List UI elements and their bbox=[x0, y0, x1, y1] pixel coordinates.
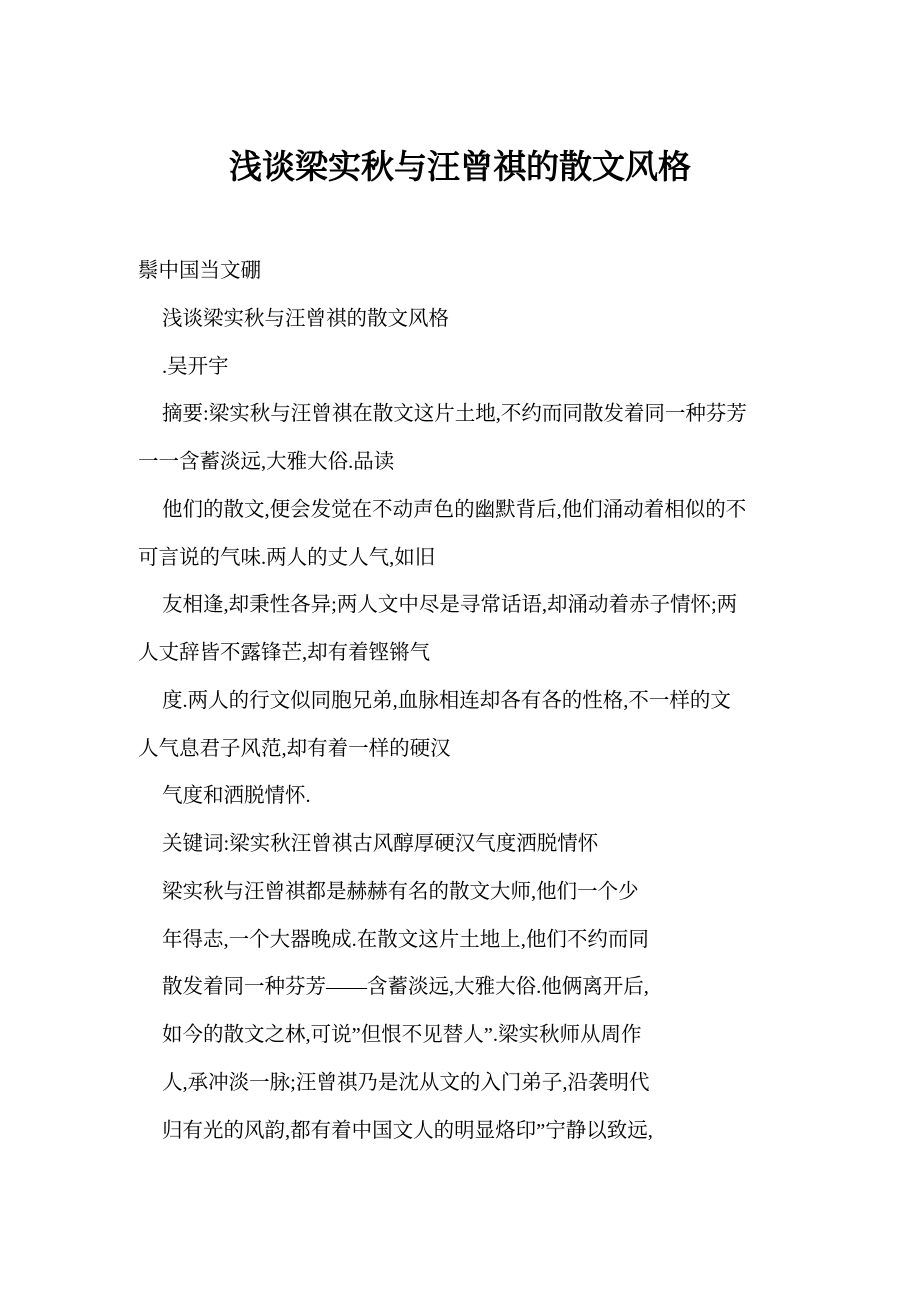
text-line: 度.两人的行文似同胞兄弟,血脉相连却各有各的性格,不一样的文 bbox=[162, 689, 731, 712]
text-line: 人,承冲淡一脉;汪曾祺乃是沈从文的入门弟子,沿袭明代 bbox=[162, 1071, 650, 1094]
text-line: 摘要:梁实秋与汪曾祺在散文这片土地,不约而同散发着同一种芬芳 bbox=[162, 403, 747, 426]
text-line: 一一含蓄淡远,大雅大俗.品读 bbox=[138, 451, 395, 473]
text-line: 可言说的气味.两人的丈人气,如旧 bbox=[138, 546, 436, 569]
text-line: 鬃中国当文硼 bbox=[138, 260, 261, 282]
text-line: 梁实秋与汪曾祺都是赫赫有名的散文大师,他们一个少 bbox=[162, 880, 639, 903]
text-line: 他们的散文,便会发觉在不动声色的幽默背后,他们涌动着相似的不 bbox=[162, 498, 747, 521]
text-line: 如今的散文之林,可说”但恨不见替人”.梁实秋师从周作 bbox=[162, 1024, 642, 1046]
document-body bbox=[138, 248, 798, 1155]
text-line: 气度和洒脱情怀. bbox=[162, 785, 311, 808]
text-line: 友相逢,却秉性各异;两人文中尽是寻常话语,却涌动着赤子情怀;两 bbox=[162, 594, 738, 617]
text-line: 关键词:梁实秋汪曾祺古风醇厚硬汉气度洒脱情怀 bbox=[162, 833, 599, 855]
text-line: 人气息君子风范,却有着一样的硬汉 bbox=[138, 737, 451, 760]
text-line: 归有光的风韵,都有着中国文人的明显烙印”宁静以致远, bbox=[162, 1119, 653, 1142]
text-line: 浅谈梁实秋与汪曾祺的散文风格 bbox=[162, 307, 449, 330]
text-line: 散发着同一种芬芳——含蓄淡远,大雅大俗.他俩离开后, bbox=[162, 976, 649, 999]
text-line: 人丈辞皆不露锋芒,却有着铿锵气 bbox=[138, 642, 431, 664]
text-line: .吴开宇 bbox=[162, 355, 229, 378]
document-title: 浅谈梁实秋与汪曾祺的散文风格 bbox=[229, 150, 691, 186]
text-line: 年得志,一个大器晚成.在散文这片土地上,他们不约而同 bbox=[162, 928, 649, 951]
